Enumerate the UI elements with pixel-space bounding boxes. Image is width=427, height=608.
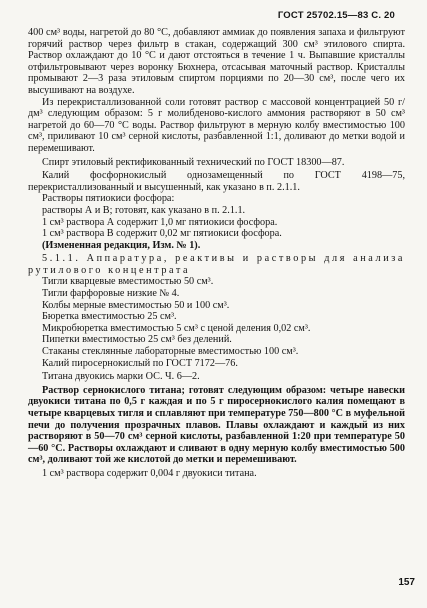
paragraph-microburette: Микробюретка вместимостью 5 см³ с ценой деления 0,02 см³.	[42, 322, 311, 334]
paragraph-beakers: Стаканы стеклянные лабораторные вместимостью 100 см³.	[42, 346, 299, 358]
section-heading-5-1-1: 5.1.1. Аппаратура, реактивы и растворы для анализа рутилового концентрата	[28, 253, 405, 276]
paragraph-solution-a-content: 1 см³ раствора А содержит 1,0 мг пятиокиси фосфора.	[42, 216, 278, 228]
paragraph-ethanol: Спирт этиловый ректификованный технический по ГОСТ 18300—87.	[42, 156, 345, 168]
paragraph-solutions-a-b: растворы А и В; готовят, как указано в п. 2.1.1.	[42, 204, 246, 216]
paragraph-titanium-dioxide: Титана двуокись марки ОС. Ч. 6—2.	[42, 371, 200, 383]
paragraph-titanium-sulfate-solution: Раствор сернокислого титана; готовят следующим образом: четыре навески двуокиси титана по 0,5 г каждая и по 5 г пиросернокислого калия помещают в четыре кварцевых тигля и сплавляют при температуре 750—800 °С в муфельной печи до получения прозрачных плавов. Плавы охлаждают и каждый из них растворяют в 50—70 см³ серной кислоты, разбавленной 1:20 при температуре 50—60 °С. Растворы охлаждают и сливают в одну мерную колбу вместимостью 500 см³, доливают той же кислотой до метки и перемешивают.	[28, 384, 405, 466]
paragraph-phosphorus-solutions: Растворы пятиокиси фосфора:	[42, 193, 175, 205]
paragraph-porcelain-crucibles: Тигли фарфоровые низкие № 4.	[42, 288, 180, 300]
paragraph-quartz-crucibles: Тигли кварцевые вместимостью 50 см³.	[42, 276, 214, 288]
paragraph-titanium-content: 1 см³ раствора содержит 0,004 г двуокиси титана.	[42, 467, 257, 479]
paragraph-solution-b-content: 1 см³ раствора В содержит 0,02 мг пятиокиси фосфора.	[42, 228, 282, 240]
paragraph-continuation: 400 см³ воды, нагретой до 80 °С, добавляют аммиак до появления запаха и фильтруют горячий раствор через фильтр в стакан, содержащий 300 см³ этилового спирта. Раствор охлаждают до 10 °С и дают отстояться в течение 1 ч. Выпавшие кристаллы отфильтровывают через воронку Бюхнера, отсасывая маточный раствор. Кристаллы промывают 2—3 раза этиловым спиртом порциями по 20—30 см³, после чего их высушивают на воздухе.	[28, 27, 405, 96]
page-header: ГОСТ 25702.15—83 С. 20	[277, 10, 395, 21]
paragraph-salt-solution: Из перекристаллизованной соли готовят раствор с массовой концентрацией 50 г/дм³ следующим образом: 5 г молибденово-кислого аммония растворяют в 50 см³ нагретой до 60—70 °С воды. Раствор фильтруют в мерную колбу вместимостью 100 см³, приливают 10 см³ серной кислоты, разбавленной 1:1, доливают до метки водой и перемешивают.	[28, 96, 405, 154]
paragraph-amendment-note: (Измененная редакция, Изм. № 1).	[42, 239, 201, 251]
page-number: 157	[398, 577, 415, 588]
paragraph-potassium-phosphate: Калий фосфорнокислый однозамещенный по ГОСТ 4198—75, перекристаллизованный и высушенный, как указано в п. 2.1.1.	[28, 170, 405, 193]
paragraph-pipettes: Пипетки вместимостью 25 см³ без делений.	[42, 334, 232, 346]
paragraph-potassium-pyrosulfate: Калий пиросернокислый по ГОСТ 7172—76.	[42, 357, 238, 369]
paragraph-volumetric-flasks: Колбы мерные вместимостью 50 и 100 см³.	[42, 299, 230, 311]
paragraph-burette: Бюретка вместимостью 25 см³.	[42, 311, 177, 323]
